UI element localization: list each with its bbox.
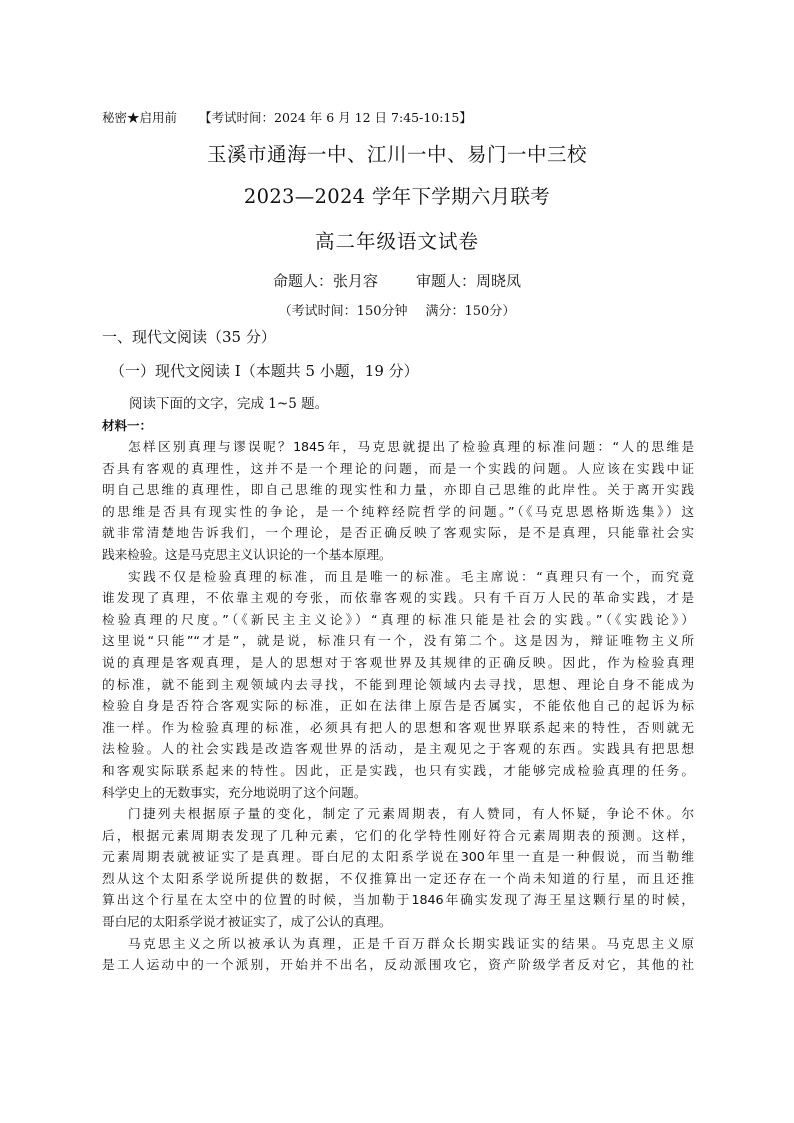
text-line: 践来检验。这是马克思主义认识论的一个基本原理。 — [102, 546, 392, 562]
text-line: 的标准，就不能到主观领域内去寻找，不能到理论领域内去寻找，思想、理论自身不能成为 — [102, 676, 694, 692]
exam-score: 满分：150分） — [425, 304, 516, 319]
text-line: 是工人运动中的一个派别，开始并不出名，反动派围攻它，资产阶级学者反对它，其他的社 — [102, 957, 694, 973]
text-line: 这里说“只能”“才是”，就是说，标准只有一个，没有第二个。这是因为，辩证唯物主义所 — [102, 633, 694, 649]
text-line: 实践不仅是检验真理的标准，而且是唯一的标准。毛主席说：“真理只有一个，而究竟 — [128, 568, 694, 584]
text-line: 科学史上的无数事实，充分地说明了这个问题。 — [102, 784, 367, 800]
text-line: 谁发现了真理，不依靠主观的夸张，而依靠客观的实践。只有千百万人民的革命实践，才是 — [102, 590, 694, 606]
text-line: 后，根据元素周期表发现了几种元素，它们的化学特性刚好符合元素周期表的预测。这样， — [102, 827, 694, 843]
reviewer-name: 审题人：周晓凤 — [416, 272, 522, 290]
text-line: 检验自身是否符合客观实际的标准，正如在法律上原告是否属实，不能依他自己的起诉为标 — [102, 698, 694, 714]
title-schools: 玉溪市通海一中、江川一中、易门一中三校 — [206, 143, 587, 166]
text-line: 说的真理是客观真理，是人的思想对于客观世界及其规律的正确反映。因此，作为检验真理 — [102, 654, 694, 670]
exam-duration: （考试时间：150分钟 — [278, 304, 408, 319]
text-line: 元素周期表就被证实了是真理。哥白尼的太阳系学说在300年里一直是一种假说，而当勒维 — [102, 849, 694, 865]
setter-name: 命题人：张月容 — [272, 272, 378, 290]
text-line: 烈从这个太阳系学说所提供的数据，不仅推算出一定还存在一个尚未知道的行星，而且还推 — [102, 870, 694, 886]
text-line: 准一样。作为检验真理的标准，必须具有把人的思想和客观世界联系起来的特性，否则就无 — [102, 719, 694, 735]
text-line: 门捷列夫根据原子量的变化，制定了元素周期表，有人赞同，有人怀疑，争论不休。尔 — [128, 806, 694, 822]
text-line: 否具有客观的真理性，这并不是一个理论的问题，而是一个实践的问题。人应该在实践中证 — [102, 460, 694, 476]
section-heading: 一、现代文阅读（35 分） — [102, 328, 276, 346]
material-text — [102, 436, 694, 976]
text-line: 和客观实际联系起来的特性。因此，正是实践，也只有实践，才能够完成检验真理的任务。 — [102, 762, 694, 778]
text-line: 明自己思维的真理性，即自己思维的现实性和力量，亦即自己思维的此岸性。关于离开实践 — [102, 482, 694, 498]
subsection-heading: （一）现代文阅读 I（本题共 5 小题，19 分） — [110, 362, 419, 380]
confidential-header — [102, 108, 472, 126]
text-line: 马克思主义之所以被承认为真理，正是千百万群众长期实践证实的结果。马克思主义原 — [128, 935, 694, 951]
title-subject: 高二年级语文试卷 — [314, 230, 479, 253]
title-term: 2023—2024 学年下学期六月联考 — [243, 185, 551, 208]
text-line: 就非常清楚地告诉我们，一个理论，是否正确反映了客观实际，是不是真理，只能靠社会实 — [102, 525, 694, 541]
exam-time-note: 【考试时间：2024 年 6 月 12 日 7:45-10:15】 — [199, 110, 472, 125]
secret-label: 秘密★启用前 — [102, 110, 178, 125]
authors-line — [0, 270, 794, 291]
text-line: 怎样区别真理与谬误呢？1845年，马克思就提出了检验真理的标准问题：“人的思维是 — [128, 439, 694, 454]
text-line: 的思维是否具有现实性的争论，是一个纯粹经院哲学的问题。”（《马克思恩格斯选集》）这 — [102, 503, 694, 519]
material-label: 材料一： — [102, 418, 153, 433]
text-line: 哥白尼的太阳系学说才被证实了，成了公认的真理。 — [102, 914, 392, 930]
text-line: 检验真理的尺度。”（《新民主主义论》）“真理的标准只能是社会的实践。”（《实践论》） — [102, 611, 694, 627]
text-line: 法检验。人的社会实践是改造客观世界的活动，是主观见之于客观的东西。实践具有把思想 — [102, 741, 694, 757]
exam-info — [0, 300, 794, 319]
reading-instruction: 阅读下面的文字，完成 1~5 题。 — [129, 396, 329, 412]
text-line: 算出这个行星在太空中的位置的时候，当加勒于1846年确实发现了海王星这颗行星的时候， — [102, 892, 694, 908]
